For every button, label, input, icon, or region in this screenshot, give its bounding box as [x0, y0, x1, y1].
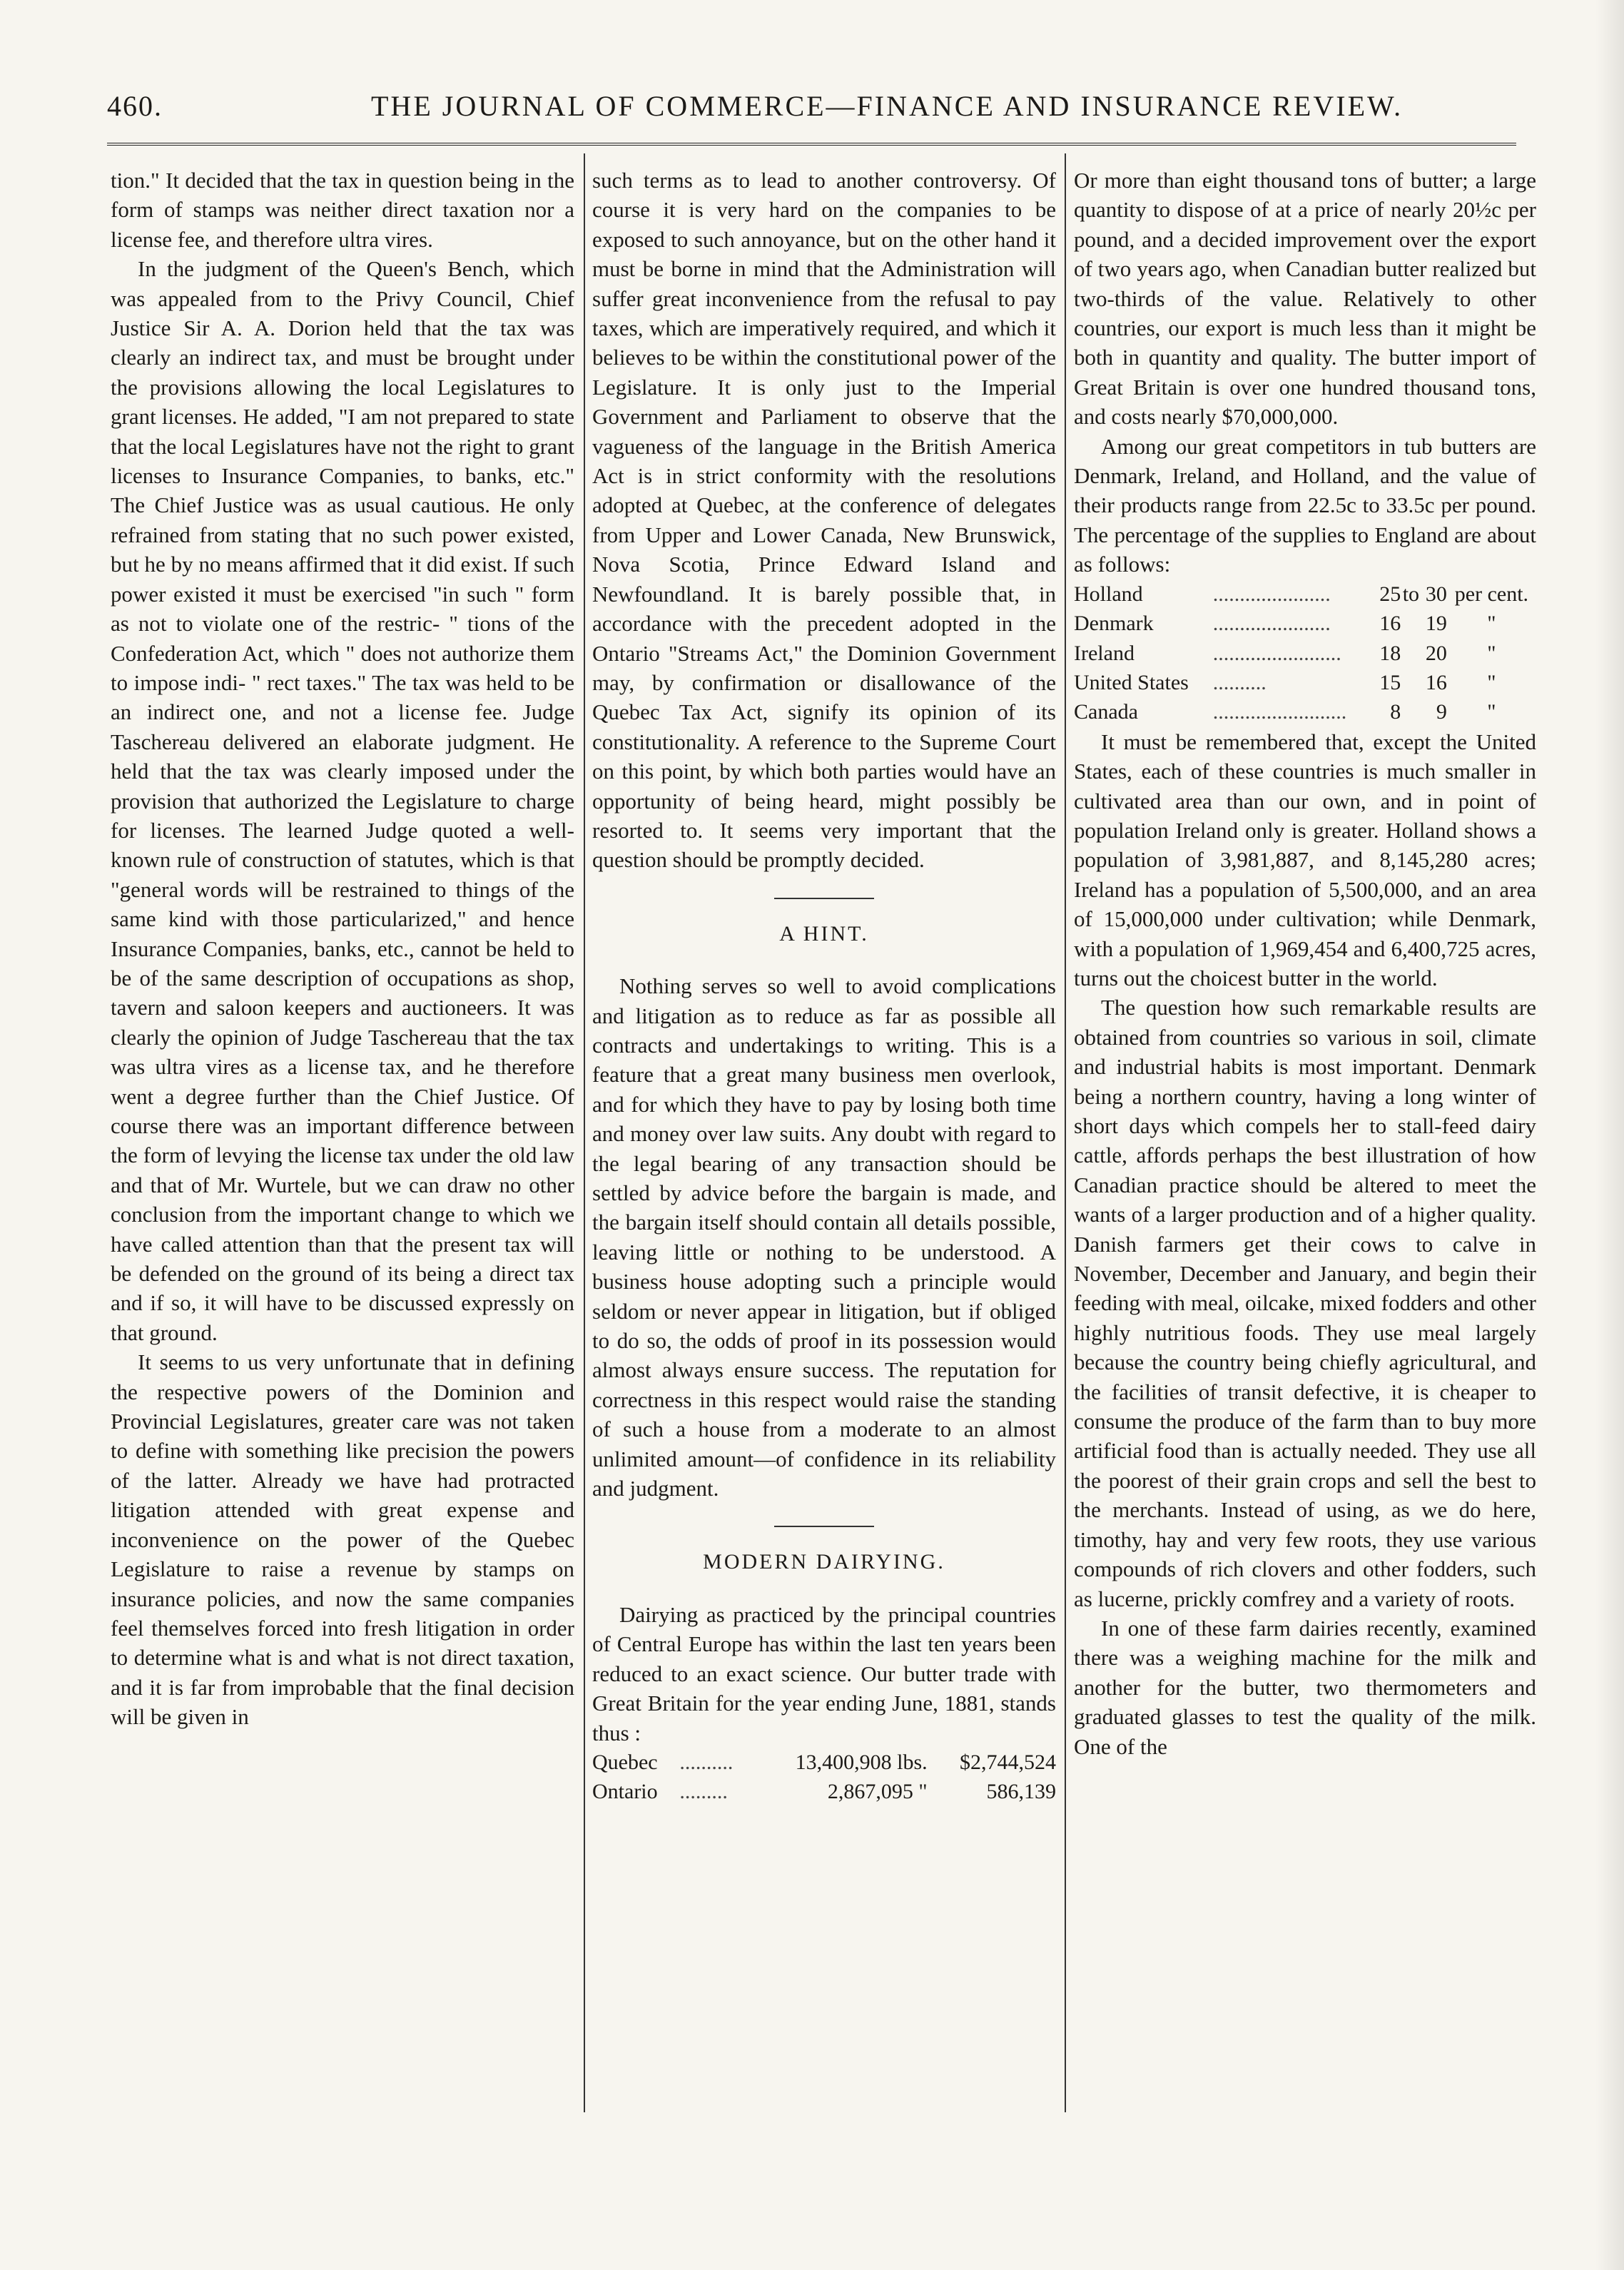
paragraph-unfortunate: It seems to us very unfortunate that in defining the respective powers of the Dominion and Provincial Legislatures, greater care was not taken to define with something like precision the powers of the latter. Already we have had protracted litigation attended with great expense and inconvenience on the power of the Quebec Legislature to raise a revenue by stamps on insurance policies, and now the same companies feel themselves forced into fresh litigation in order to determine what is and what is not direct taxation, and it is far from improbable that the final decision will be given in: [111, 1349, 574, 1730]
journal-title: THE JOURNAL OF COMMERCE—FINANCE AND INSURANCE REVIEW.: [371, 90, 1404, 122]
table-row: [1074, 609, 1536, 638]
country-cell: United States: [1074, 670, 1189, 694]
country-cell: Holland: [1074, 582, 1143, 606]
butter-trade-table: [592, 1748, 1056, 1807]
unit-cell: ": [1487, 670, 1496, 694]
header-rule: [107, 143, 1516, 146]
paragraph-competitors: Among our great competitors in tub butters are Denmark, Ireland, and Holland, and the value of their products range from 22.5c to 33.5c per pound. The percentage of the supplies to England are about as follows:: [1074, 433, 1536, 577]
paragraph-controversy: such terms as to lead to another controversy. Of course it is very hard on the companies to be exposed to such annoyance, but on the other hand it must be borne in mind that the Administration will suffer great inconvenience from the refusal to pay taxes, which are imperatively required, and which it believes to be within the constitutional power of the Legislature. It is only just to the Imperial Government and Parliament to observe that the vagueness of the language in the British America Act is in strict conformity with the resolutions adopted at Quebec, at the conference of delegates from Upper and Lower Canada, New Brunswick, Nova Scotia, Prince Edward Island and Newfoundland. It is barely possible that, in accordance with the precedent adopted in the Ontario "Streams Act," the Dominion Government may, by confirmation or disallowance of the Quebec Tax Act, signify its opinion of its constitutionality. A reference to the Supreme Court on this point, by which both parties would have an opportunity of being heard, might possibly be resorted to. It seems very important that the question should be promptly decided.: [592, 168, 1056, 873]
table-row: [1074, 668, 1536, 697]
unit-cell: ": [1487, 700, 1496, 724]
paragraph-hint: Nothing serves so well to avoid complications and litigation as to reduce as far as possible all contracts and undertakings to writing. This is a feature that a great many business men overlook, and for which they have to pay by losing both time and money over law suits. Any doubt with regard to the legal bearing of any transaction should be settled by advice before the bargain is made, and the bargain itself should contain all details possible, leaving little or nothing to be understood. A business house adopting such a principle would seldom or never appear in litigation, but if obliged to do so, the odds of proof in its possession would almost always ensure success. The reputation for correctness in this respect would raise the standing of such a house from a moderate to an almost unlimited amount—of confidence in its reliability and judgment.: [592, 973, 1056, 1501]
supply-percentage-table: [1074, 579, 1536, 727]
low-percent-cell: 16: [1379, 612, 1401, 636]
leader-dots: ..........: [679, 1750, 734, 1774]
quantity-cell: 2,867,095 ": [827, 1780, 928, 1804]
paragraph-denmark: The question how such remarkable results are obtained from countries so various in soil, climate and industrial habits is most important. Denmark being a northern country, having a long winter of short days which compels her to stall-feed dairy cattle, affords perhaps the best illustration of how Canadian practice should be altered to meet the wants of a larger production and of a higher quality. Danish farmers get their cows to calve in November, December and January, and begin their feeding with meal, oilcake, mixed fodders and other highly nutritious foods. They use meal largely because the country being chiefly agricultural, and the facilities of transit defective, it is cheaper to consume the produce of the farm than to buy more artificial food than is actually needed. They use all the poorest of their grain crops and sell the best to the merchants. Instead of using, as we do here, timothy, hay and very few roots, they use various compounds of rich clovers and other fodders, such as lucerne, prickly comfrey and a variety of roots.: [1074, 995, 1536, 1611]
province-cell: Ontario: [592, 1780, 658, 1804]
leader-dots: ......................: [1212, 582, 1331, 606]
section-rule: [774, 1526, 874, 1527]
leader-dots: .........: [679, 1780, 728, 1804]
province-cell: Quebec: [592, 1750, 658, 1774]
range-separator: to: [1402, 582, 1420, 606]
high-percent-cell: 9: [1436, 700, 1447, 724]
range-separator: [1401, 639, 1421, 668]
low-percent-cell: 18: [1379, 641, 1401, 665]
leader-dots: ........................: [1212, 641, 1341, 665]
country-cell: Canada: [1074, 700, 1138, 724]
high-percent-cell: 20: [1425, 641, 1447, 665]
page-header: [107, 89, 1516, 132]
high-percent-cell: 19: [1425, 612, 1447, 636]
column-3: [1074, 166, 1536, 2121]
low-percent-cell: 25: [1379, 582, 1401, 606]
paragraph-eight-thousand-tons: Or more than eight thousand tons of butter; a large quantity to dispose of at a price of nearly 20½c per pound, and a decided improvement over the export of two years ago, when Canadian butter realized but two-thirds of the value. Relatively to other countries, our export is much less than it might be both in quantity and quality. The butter import of Great Britain is over one hundred thousand tons, and costs nearly $70,000,000.: [1074, 168, 1536, 430]
scan-edge-shadow: [1595, 0, 1624, 2270]
heading-modern-dairying: MODERN DAIRYING.: [703, 1550, 945, 1574]
value-cell: $2,744,524: [960, 1750, 1056, 1774]
paragraph-dairying: Dairying as practiced by the principal countries of Central Europe has within the last ten years been reduced to an exact science. Our butter trade with Great Britain for the year ending June, 1881, stands thus :: [592, 1601, 1056, 1745]
unit-cell: ": [1487, 641, 1496, 665]
section-rule: [774, 898, 874, 899]
range-separator: [1401, 668, 1421, 697]
column-divider-1: [584, 153, 585, 2112]
table-row: [592, 1748, 1056, 1777]
table-row: [592, 1777, 1056, 1806]
range-separator: [1401, 697, 1421, 726]
paragraph-remembered: It must be remembered that, except the United States, each of these countries is much smaller in cultivated area than our own, and in point of population Ireland only is greater. Holland shows a population of 3,981,887, and 8,145,280 acres; Ireland has a population of 5,500,000, and an area of 15,000,000 under cultivation; while Denmark, with a population of 1,969,454 and 6,400,725 acres, turns out the choicest butter in the world.: [1074, 729, 1536, 990]
leader-dots: ......................: [1212, 612, 1331, 636]
paragraph-tax-decision: tion." It decided that the tax in question being in the form of stamps was neither direct taxation nor a license fee, and therefore ultra vires.: [111, 168, 574, 252]
table-row: [1074, 697, 1536, 726]
country-cell: Ireland: [1074, 641, 1135, 665]
heading-a-hint: A HINT.: [779, 921, 869, 946]
column-divider-2: [1065, 153, 1066, 2112]
quantity-cell: 13,400,908 lbs.: [795, 1750, 928, 1774]
country-cell: Denmark: [1074, 612, 1154, 636]
leader-dots: .........................: [1212, 700, 1347, 724]
low-percent-cell: 15: [1379, 670, 1401, 694]
leader-dots: ..........: [1212, 670, 1267, 694]
column-1: [111, 166, 574, 2121]
high-percent-cell: 16: [1425, 670, 1447, 694]
paragraph-farm-dairies: In one of these farm dairies recently, examined there was a weighing machine for the milk and another for the butter, two thermometers and graduated glasses to test the quality of the milk. One of the: [1074, 1615, 1536, 1759]
page-number: 460.: [107, 90, 163, 122]
table-row: [1074, 639, 1536, 668]
table-row: [1074, 579, 1536, 609]
unit-cell: per cent.: [1454, 582, 1529, 606]
column-2: [592, 166, 1056, 2121]
high-percent-cell: 30: [1425, 582, 1447, 606]
value-cell: 586,139: [986, 1780, 1056, 1804]
unit-cell: ": [1487, 612, 1496, 636]
low-percent-cell: 8: [1390, 700, 1401, 724]
paragraph-queens-bench: In the judgment of the Queen's Bench, which was appealed from to the Privy Council, Chief Justice Sir A. A. Dorion held that the tax was clearly an indirect tax, and must be brought under the provisions allowing the local Legislatures to grant licenses. He added, "I am not prepared to state that the local Legislatures have not the right to grant licenses to Insurance Companies, to banks, etc." The Chief Justice was as usual cautious. He only refrained from stating that no such power existed, but he by no means affirmed that it did exist. If such power existed it must be exercised "in such " form as not to violate one of the restric- " tions of the Confederation Act, which " does not authorize them to impose indi- " rect taxes." The tax was held to be an indirect one, and not a license fee. Judge Taschereau delivered an elaborate judgment. He held that the tax was clearly imposed under the provision that authorized the Legislature to charge for licenses. The learned Judge quoted a well-known rule of construction of statutes, which is that "general words will be restrained to things of the same kind with those particularized," and hence Insurance Companies, banks, etc., cannot be held to be of the same description of occupations as shop, tavern and saloon keepers and auctioneers. It was clearly the opinion of Judge Taschereau that the tax was ultra vires as a license tax, and he therefore went a degree further than the Chief Justice. Of course there was an important difference between the form of levying the license tax under the old law and that of Mr. Wurtele, but we can draw no other conclusion from the important change to which we have called attention than that the present tax will be defended on the ground of its being a direct tax and if so, it will have to be discussed expressly on that ground.: [111, 256, 574, 1345]
range-separator: [1401, 609, 1421, 638]
